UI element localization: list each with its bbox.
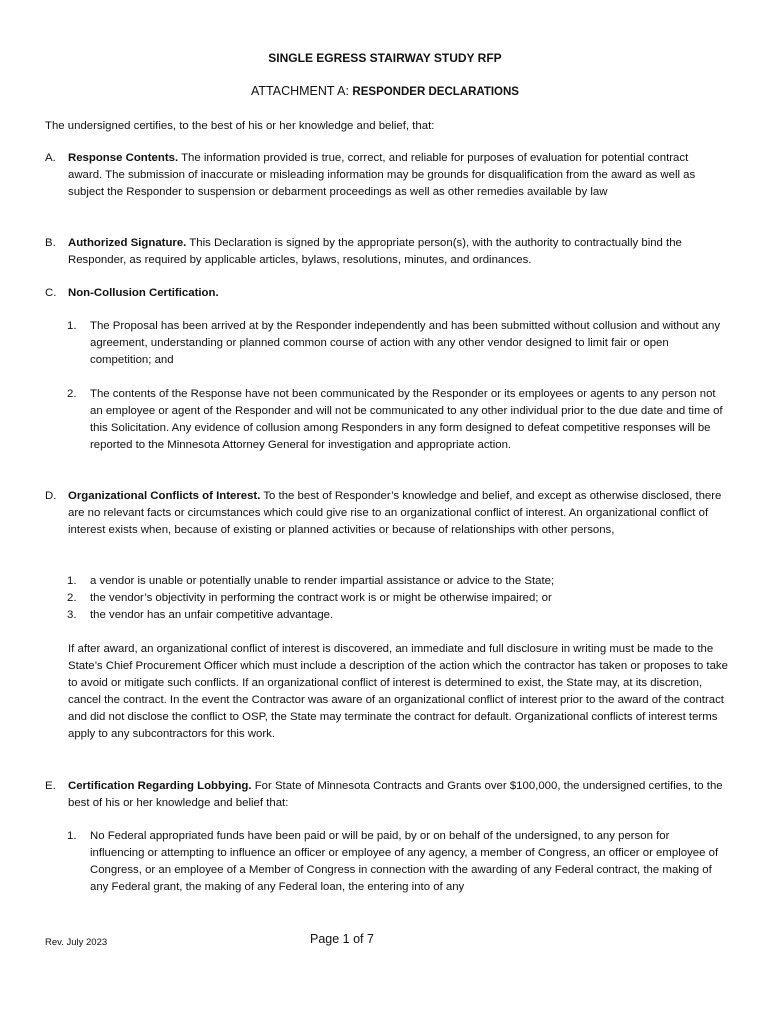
- section-letter: E.: [45, 780, 56, 792]
- attachment-title: RESPONDER DECLARATIONS: [352, 86, 519, 98]
- list-number: 1.: [67, 575, 77, 587]
- list-item: [67, 573, 727, 590]
- section-c: [45, 285, 725, 302]
- list-item: [67, 318, 727, 369]
- list-number: 2.: [67, 592, 77, 604]
- section-d-closing: If after award, an organizational conflict of interest is discovered, an immediate and full disclosure in writing must be made to the State’s Chief Procurement Officer which must include a description of the action which the contractor has taken or proposes to take to avoid or mitigate such conflicts. If an organizational conflict of interest is determined to exist, the State may, at its discretion, cancel the contract. In the event the Contractor was aware of an organizational conflict of interest prior to the award of the contract and did not disclose the conflict to OSP, the State may terminate the contract for default. Organizational conflicts of interest terms apply to any subcontractors for this work.: [68, 643, 728, 740]
- list-number: 2.: [67, 388, 77, 400]
- section-letter: A.: [45, 152, 56, 164]
- section-letter: D.: [45, 490, 57, 502]
- section-body: The information provided is true, correct, and reliable for purposes of evaluation for potential contract award. The submission of inaccurate or misleading information may be grounds for disqualification from the award as well as subject the Responder to suspension or debarment proceedings as well as other remedies available by law: [68, 152, 696, 198]
- page-number: Page 1 of 7: [310, 932, 374, 946]
- section-a: [45, 150, 725, 201]
- list-item: [67, 590, 727, 607]
- list-text: The Proposal has been arrived at by the Responder independently and has been submitted without collusion and without any agreement, understanding or planned common course of action with any other vendor designed to limit fair or open competition; and: [90, 320, 721, 366]
- attachment-heading: [0, 83, 770, 101]
- list-text: a vendor is unable or potentially unable to render impartial assistance or advice to the State;: [90, 575, 555, 587]
- section-heading: Non-Collusion Certification.: [68, 287, 219, 299]
- section-body: To the best of Responder’s knowledge and belief, and except as otherwise disclosed, there are no relevant facts or circumstances which could give rise to an organizational conflict of interest. An organizational conflict of interest exists when, because of existing or planned activities or because of relationships with other persons,: [68, 490, 722, 536]
- section-heading: Response Contents.: [68, 152, 179, 164]
- section-letter: C.: [45, 287, 57, 299]
- section-b: [45, 235, 725, 269]
- document-title: SINGLE EGRESS STAIRWAY STUDY RFP: [268, 51, 502, 65]
- section-d: [45, 488, 725, 539]
- section-body: This Declaration is signed by the appropriate person(s), with the authority to contractually bind the Responder, as required by applicable articles, bylaws, resolutions, minutes, and ordinances.: [68, 237, 682, 266]
- list-text: The contents of the Response have not been communicated by the Responder or its employees or agents to any person not an employee or agent of the Responder and will not be communicated to any other individual prior to the due date and time of this Solicitation. Any evidence of collusion among Responders in any form designed to defeat competitive responses will be reported to the Minnesota Attorney General for investigation and appropriate action.: [90, 388, 723, 451]
- list-item: [67, 386, 727, 454]
- revision-date: Rev. July 2023: [45, 937, 108, 948]
- list-number: 3.: [67, 609, 77, 621]
- attachment-prefix: ATTACHMENT A:: [251, 84, 349, 98]
- section-heading: Certification Regarding Lobbying.: [68, 780, 252, 792]
- intro-paragraph: The undersigned certifies, to the best of his or her knowledge and belief, that:: [45, 120, 435, 132]
- section-heading: Authorized Signature.: [68, 237, 187, 249]
- list-text: No Federal appropriated funds have been paid or will be paid, by or on behalf of the undersigned, to any person for influencing or attempting to influence an officer or employee of any agency, a member of Congress, an officer or employee of Congress, or an employee of a Member of Congress in connection with the awarding of any Federal contract, the making of any Federal grant, the making of any Federal loan, the entering into of any: [90, 830, 719, 893]
- section-heading: Organizational Conflicts of Interest.: [68, 490, 261, 502]
- list-item: [67, 828, 727, 896]
- section-body: For State of Minnesota Contracts and Grants over $100,000, the undersigned certifies, to the best of his or her knowledge and belief that:: [68, 780, 723, 809]
- section-e: [45, 778, 725, 812]
- list-text: the vendor has an unfair competitive advantage.: [90, 609, 334, 621]
- section-letter: B.: [45, 237, 56, 249]
- list-number: 1.: [67, 830, 77, 842]
- list-number: 1.: [67, 320, 77, 332]
- list-item: [67, 607, 727, 624]
- list-text: the vendor’s objectivity in performing the contract work is or might be otherwise impaired; or: [90, 592, 552, 604]
